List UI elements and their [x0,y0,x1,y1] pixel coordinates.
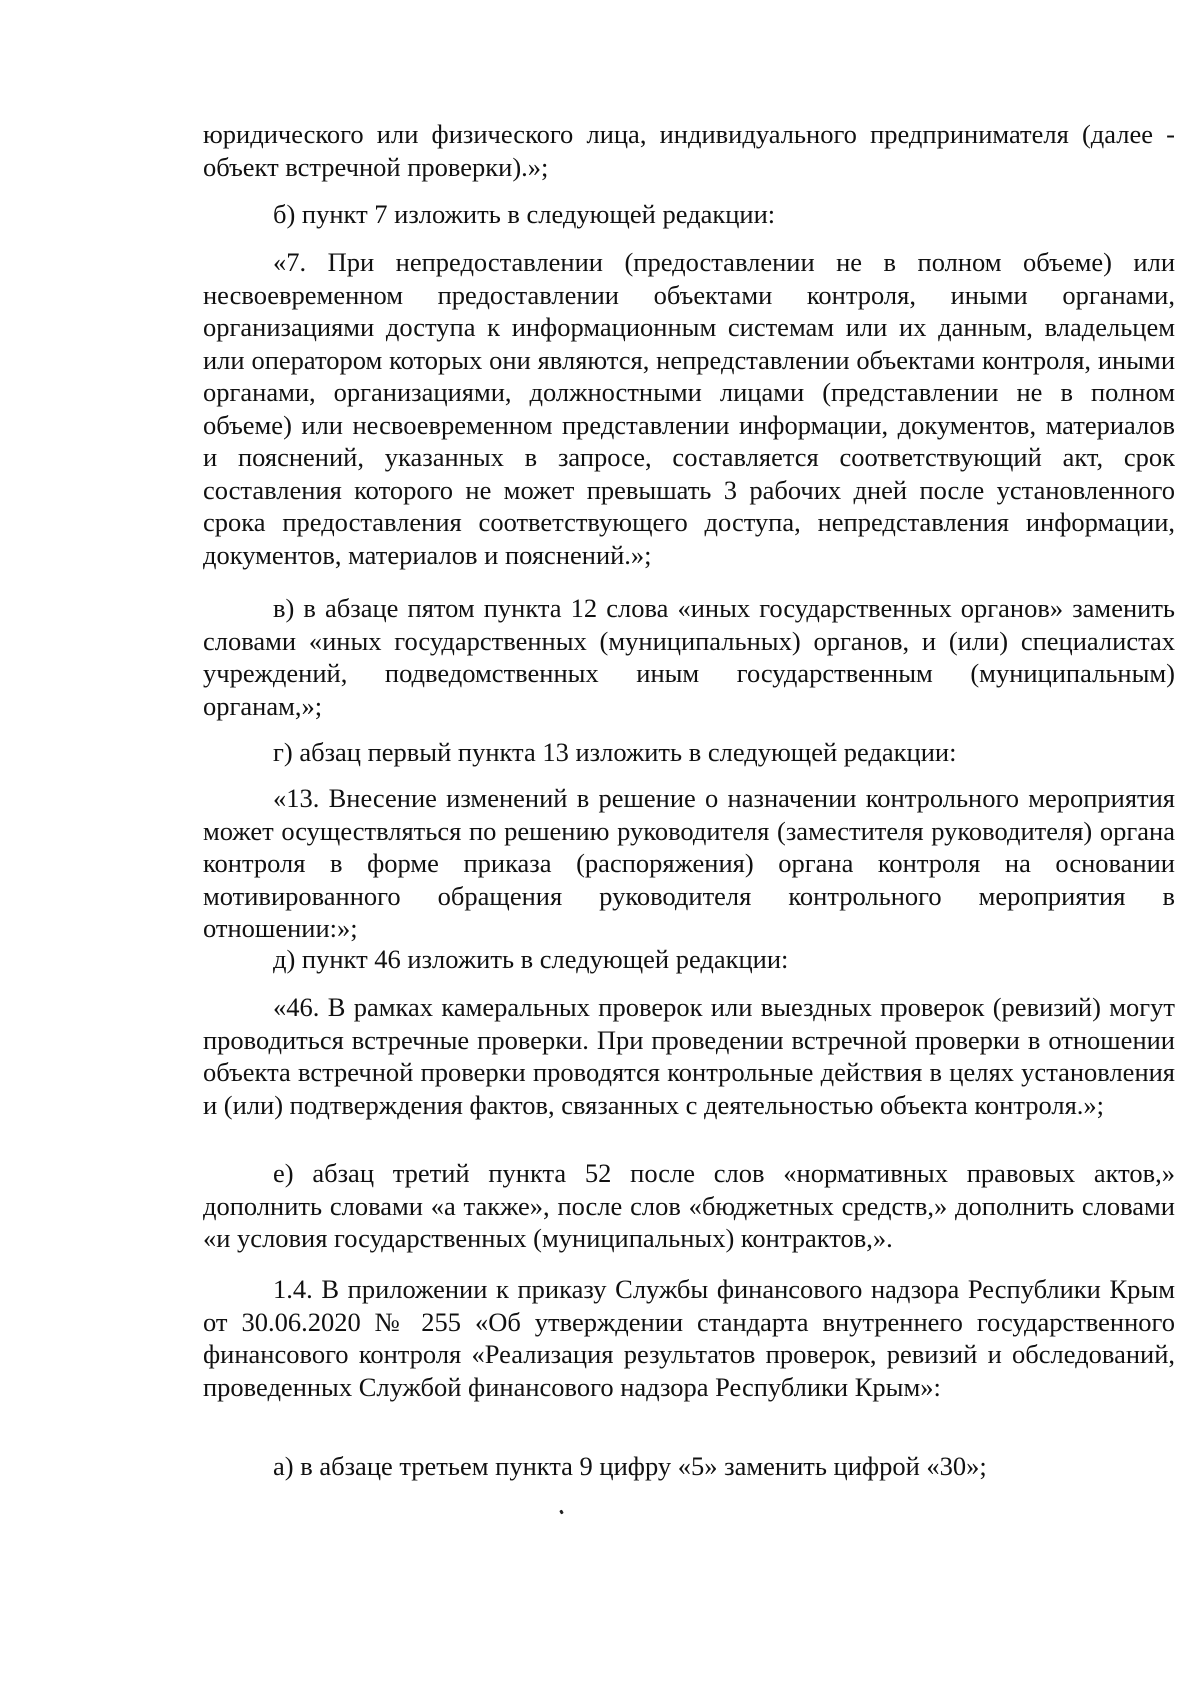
paragraph-9: е) абзац третий пункта 52 после слов «нормативных правовых актов,» дополнить словами «а также», после слов «бюджетных средств,» дополнить словами «и условия государственных (муниципальных) контрактов,». [203,1158,1175,1253]
paragraph-2: б) пункт 7 изложить в следующей редакции: [273,199,776,229]
paragraph-11: а) в абзаце третьем пункта 9 цифру «5» заменить цифрой «30»; [273,1451,987,1481]
paragraph-item-d [203,943,1175,976]
paragraph-item-g [203,736,1175,769]
paragraph-4: в) в абзаце пятом пункта 12 слова «иных государственных органов» заменить словами «иных государственных (муниципальных) органов, и (или) специалистах учреждений, подведомственных иным государственным (муниципальным) органам,»; [203,593,1175,721]
paragraph-quote-13 [203,782,1175,945]
paragraph-quote-46 [203,991,1175,1121]
paragraph-item-v [203,592,1175,722]
paragraph-1: юридического или физического лица, индивидуального предпринимателя (далее - объект встречной проверки).»; [203,119,1175,182]
paragraph-section-1-4 [203,1273,1175,1403]
paragraph-item-e [203,1157,1175,1255]
paragraph-10: 1.4. В приложении к приказу Службы финансового надзора Республики Крым от 30.06.2020 № 255 «Об утверждении стандарта внутреннего государственного финансового контроля «Реализация результатов проверок, ревизий и обследований, проведенных Службой финансового надзора Республики Крым»: [203,1274,1175,1402]
paragraph-continuation [203,118,1175,183]
paragraph-item-b [203,198,1175,231]
paragraph-item-a [203,1450,1175,1483]
paragraph-7: д) пункт 46 изложить в следующей редакции: [273,944,789,974]
paragraph-8: «46. В рамках камеральных проверок или выездных проверок (ревизий) могут проводиться встречные проверки. При проведении встречной проверки в отношении объекта встречной проверки проводятся контрольные действия в целях установления и (или) подтверждения фактов, связанных с деятельностью объекта контроля.»; [203,992,1175,1120]
scan-speck [559,1510,564,1515]
paragraph-6: «13. Внесение изменений в решение о назначении контрольного мероприятия может осуществляться по решению руководителя (заместителя руководителя) органа контроля в форме приказа (распоряжения) органа контроля на основании мотивированного обращения руководителя контрольного мероприятия в отношении:»; [203,783,1175,943]
paragraph-quote-7 [203,246,1175,571]
paragraph-3: «7. При непредоставлении (предоставлении не в полном объеме) или несвоевременном предоставлении объектами контроля, иными органами, организациями доступа к информационным системам или их данным, владельцем или оператором которых они являются, непредставлении объектами контроля, иными органами, организациями, должностными лицами (представлении не в полном объеме) или несвоевременном представлении информации, документов, материалов и пояснений, указанных в запросе, составляется соответствующий акт, срок составления которого не может превышать 3 рабочих дней после установленного срока предоставления соответствующего доступа, непредставления информации, документов, материалов и пояснений.»; [203,247,1175,570]
paragraph-5: г) абзац первый пункта 13 изложить в следующей редакции: [273,737,957,767]
